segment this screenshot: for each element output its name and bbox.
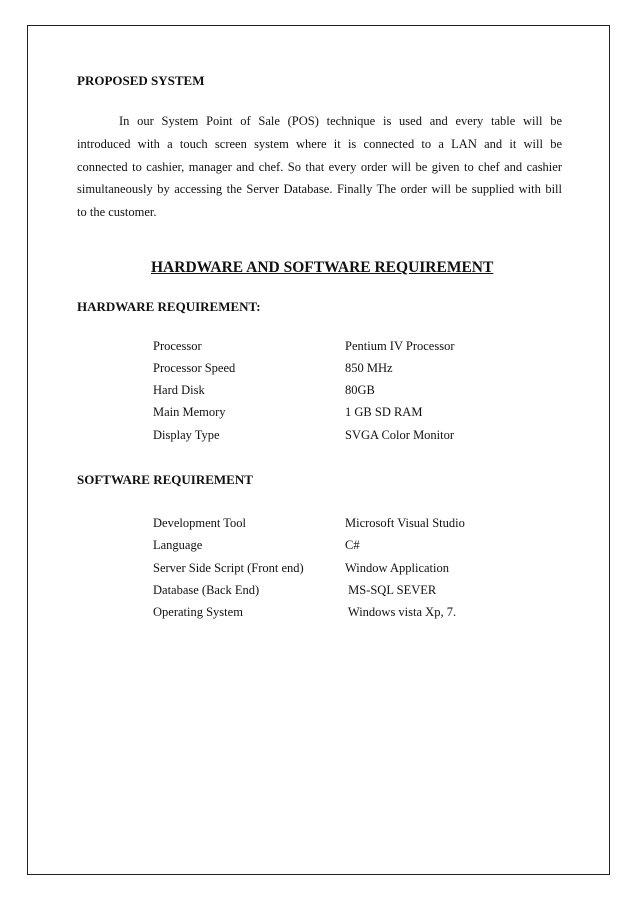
- paragraph-line: to the customer.: [77, 205, 157, 220]
- hardware-label: Main Memory: [153, 405, 226, 419]
- hardware-label: Display Type: [153, 428, 220, 442]
- software-value: Windows vista Xp, 7.: [345, 605, 457, 619]
- hardware-row: [153, 361, 553, 379]
- software-label: Operating System: [153, 605, 243, 619]
- software-value: Window Application: [345, 561, 449, 575]
- software-label: Database (Back End): [153, 583, 260, 597]
- software-row: [153, 538, 553, 556]
- software-label: Language: [153, 538, 203, 552]
- software-requirement-heading: SOFTWARE REQUIREMENT: [77, 472, 253, 487]
- hardware-label: Hard Disk: [153, 383, 205, 397]
- paragraph-line: simultaneously by accessing the Server Database. Finally The order will be supplied with bill: [77, 182, 562, 197]
- hardware-row: [153, 428, 553, 446]
- software-row: [153, 516, 553, 534]
- hardware-value: 850 MHz: [345, 361, 393, 375]
- hardware-row: [153, 383, 553, 401]
- hardware-label: Processor: [153, 339, 202, 353]
- paragraph-line: connected to cashier, manager and chef. So that every order will be given to chef and cashier: [77, 159, 562, 174]
- hardware-value: SVGA Color Monitor: [345, 428, 455, 442]
- proposed-system-heading: PROPOSED SYSTEM: [77, 73, 205, 88]
- software-label: Development Tool: [153, 516, 246, 530]
- software-row: [153, 605, 553, 623]
- hardware-label: Processor Speed: [153, 361, 236, 375]
- hardware-value: 80GB: [345, 383, 375, 397]
- hardware-requirement-heading: HARDWARE REQUIREMENT:: [77, 299, 261, 314]
- software-value: C#: [345, 538, 360, 552]
- software-value: MS-SQL SEVER: [345, 583, 437, 597]
- proposed-system-paragraph: [77, 110, 562, 224]
- hardware-row: [153, 405, 553, 423]
- software-row: [153, 561, 553, 579]
- software-row: [153, 583, 553, 601]
- hardware-row: [153, 339, 553, 357]
- requirements-title: HARDWARE AND SOFTWARE REQUIREMENT: [151, 259, 494, 276]
- software-value: Microsoft Visual Studio: [345, 516, 465, 530]
- paragraph-line: introduced with a touch screen system where it is connected to a LAN and it will be: [77, 136, 562, 151]
- software-label: Server Side Script (Front end): [153, 561, 304, 575]
- hardware-value: Pentium IV Processor: [345, 339, 455, 353]
- hardware-value: 1 GB SD RAM: [345, 405, 423, 419]
- paragraph-line: In our System Point of Sale (POS) technique is used and every table will be: [119, 114, 562, 128]
